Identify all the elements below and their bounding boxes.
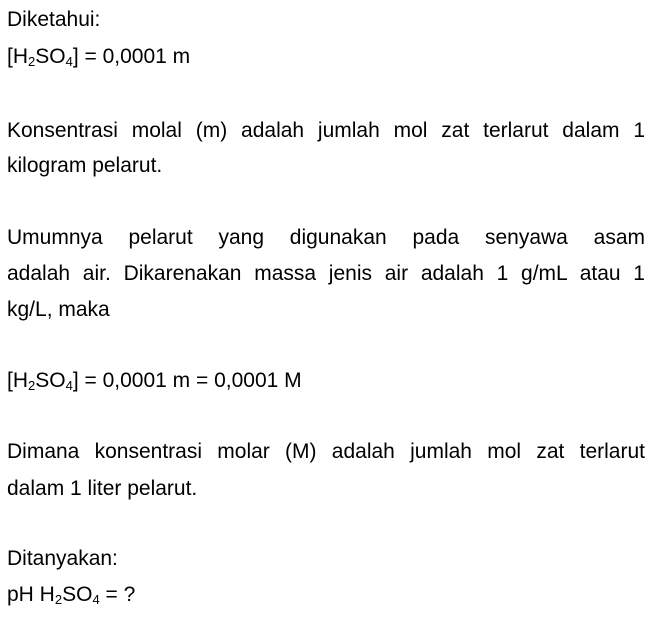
molar-definition-line-2: dalam 1 liter pelarut. — [7, 477, 198, 500]
solvent-paragraph-line-2: adalah air. Dikarenakan massa jenis air adalah 1 g/mL atau 1 — [7, 262, 645, 285]
solvent-paragraph-line-3: kg/L, maka — [7, 298, 110, 321]
given-equation: $[H_2SO_4] = 0,0001$ m — [7, 45, 191, 69]
asked-equation: pH $H_2SO_4$ = ? — [7, 583, 136, 607]
molar-definition-line-1: Dimana konsentrasi molar (M) adalah jumlah mol zat terlarut — [7, 440, 645, 463]
solvent-paragraph-line-1: Umumnya pelarut yang digunakan pada senyawa asam — [7, 226, 645, 249]
molal-definition-line-2: kilogram pelarut. — [7, 154, 163, 177]
known-heading: Diketahui: — [7, 8, 101, 31]
concentration-equation: $[H_2SO_4] = 0,0001$ m = 0,0001 M — [7, 369, 302, 393]
molal-definition-line-1: Konsentrasi molal (m) adalah jumlah mol zat terlarut dalam 1 — [7, 119, 645, 142]
asked-heading: Ditanyakan: — [7, 547, 118, 570]
